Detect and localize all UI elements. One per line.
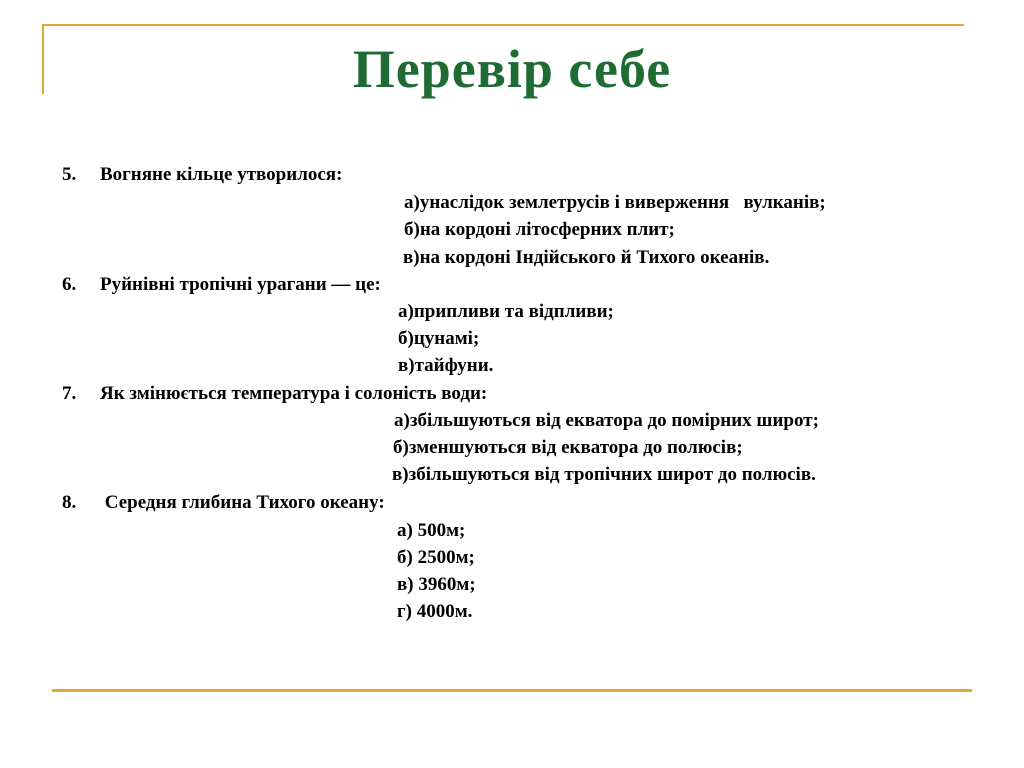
frame-top-line [42, 24, 964, 26]
question-text: Середня глибина Тихого океану: [100, 492, 385, 513]
question-8 [62, 490, 385, 516]
option-8b: б) 2500м; [397, 547, 475, 568]
option-6a: а)припливи та відпливи; [398, 301, 614, 322]
option-7b: б)зменшуються від екватора до полюсів; [393, 437, 743, 458]
question-number: 7. [62, 383, 77, 404]
option-5c: в)на кордоні Індійського й Тихого океанів. [403, 247, 770, 268]
option-5a: а)унаслідок землетрусів і виверження вулканів; [404, 192, 826, 213]
option-5b: б)на кордоні літосферних плит; [404, 219, 675, 240]
question-7 [62, 381, 487, 407]
option-8c: в) 3960м; [397, 574, 476, 595]
slide-title: Перевір себе [352, 39, 672, 99]
option-6c: в)тайфуни. [398, 355, 494, 376]
question-text: Руйнівні тропічні урагани — це: [100, 274, 381, 295]
question-text: Як змінюється температура і солоність води: [100, 383, 488, 404]
option-7a: а)збільшуються від екватора до помірних широт; [394, 410, 819, 431]
option-8d: г) 4000м. [397, 601, 473, 622]
option-6b: б)цунамі; [398, 328, 480, 349]
option-8a: а) 500м; [397, 520, 466, 541]
frame-bottom-line [52, 689, 972, 692]
option-7c: в)збільшуються від тропічних широт до полюсів. [392, 464, 816, 485]
question-6 [62, 272, 381, 298]
question-number: 8. [62, 492, 77, 513]
question-number: 5. [62, 164, 77, 185]
question-number: 6. [62, 274, 77, 295]
question-text: Вогняне кільце утворилося: [100, 164, 343, 185]
question-5 [62, 162, 342, 188]
